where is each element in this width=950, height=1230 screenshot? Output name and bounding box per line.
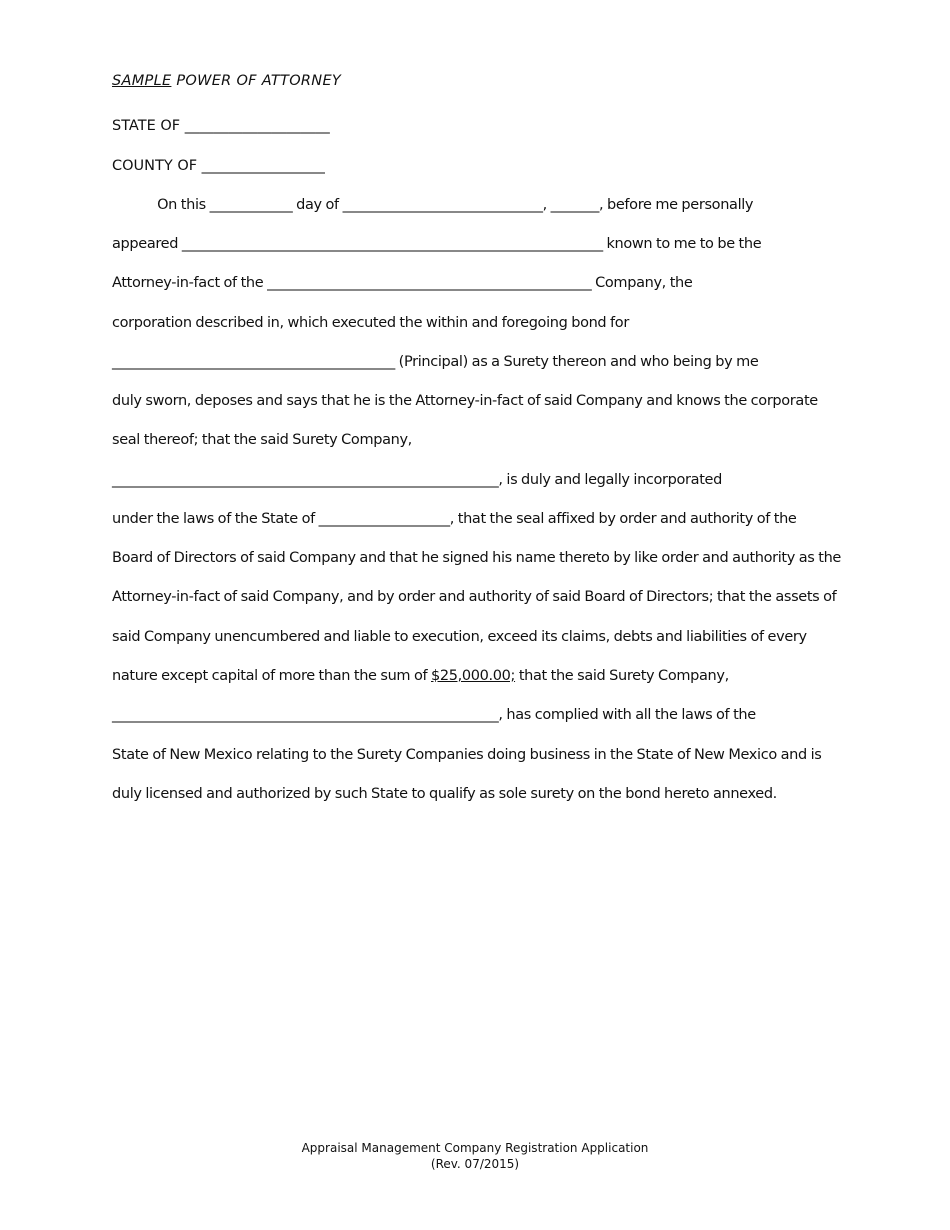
body-line: State of New Mexico relating to the Surety Companies doing business in the State of New Mexico and is [112,747,822,763]
body-line: ________________________________________________________, is duly and legally incorporated [112,472,722,488]
county-of-field: COUNTY OF _________________ [112,158,325,174]
body-line: duly licensed and authorized by such State to qualify as sole surety on the bond hereto annexed. [112,786,777,802]
body-line: corporation described in, which executed the within and foregoing bond for [112,315,629,331]
body-line: On this ____________ day of _____________________________, _______, before me personally [112,197,754,213]
body-line: Board of Directors of said Company and that he signed his name thereto by like order and authority as the [112,550,841,566]
body-line: Attorney-in-fact of the _______________________________________________ Company, the [112,275,693,291]
body-line: under the laws of the State of ___________________, that the seal affixed by order and authority of the [112,511,797,527]
body-line: said Company unencumbered and liable to execution, exceed its claims, debts and liabilities of every [112,629,807,645]
body-line: ________________________________________________________, has complied with all the laws of the [112,707,756,723]
body-line: appeared _____________________________________________________________ known to me to be the [112,236,762,252]
footer-title: Appraisal Management Company Registration Application [301,1141,649,1155]
bond-amount: $25,000.00; [431,668,516,684]
amount-line-tail: that the said Surety Company, [515,668,729,684]
amount-line-lead: nature except capital of more than the sum of [112,668,431,684]
heading-title: POWER OF ATTORNEY [171,73,342,89]
footer-revision: (Rev. 07/2015) [430,1157,520,1171]
body-line: _________________________________________ (Principal) as a Surety thereon and who being by me [112,354,759,370]
state-of-field: STATE OF ____________________ [112,118,330,134]
body-line: Attorney-in-fact of said Company, and by order and authority of said Board of Directors; that the assets of [112,589,837,605]
amount-line [112,668,842,684]
body-line: seal thereof; that the said Surety Company, [112,432,412,448]
document-heading [112,73,341,89]
body-line: duly sworn, deposes and says that he is the Attorney-in-fact of said Company and knows the corporate [112,393,818,409]
heading-sample-word: SAMPLE [112,73,172,89]
